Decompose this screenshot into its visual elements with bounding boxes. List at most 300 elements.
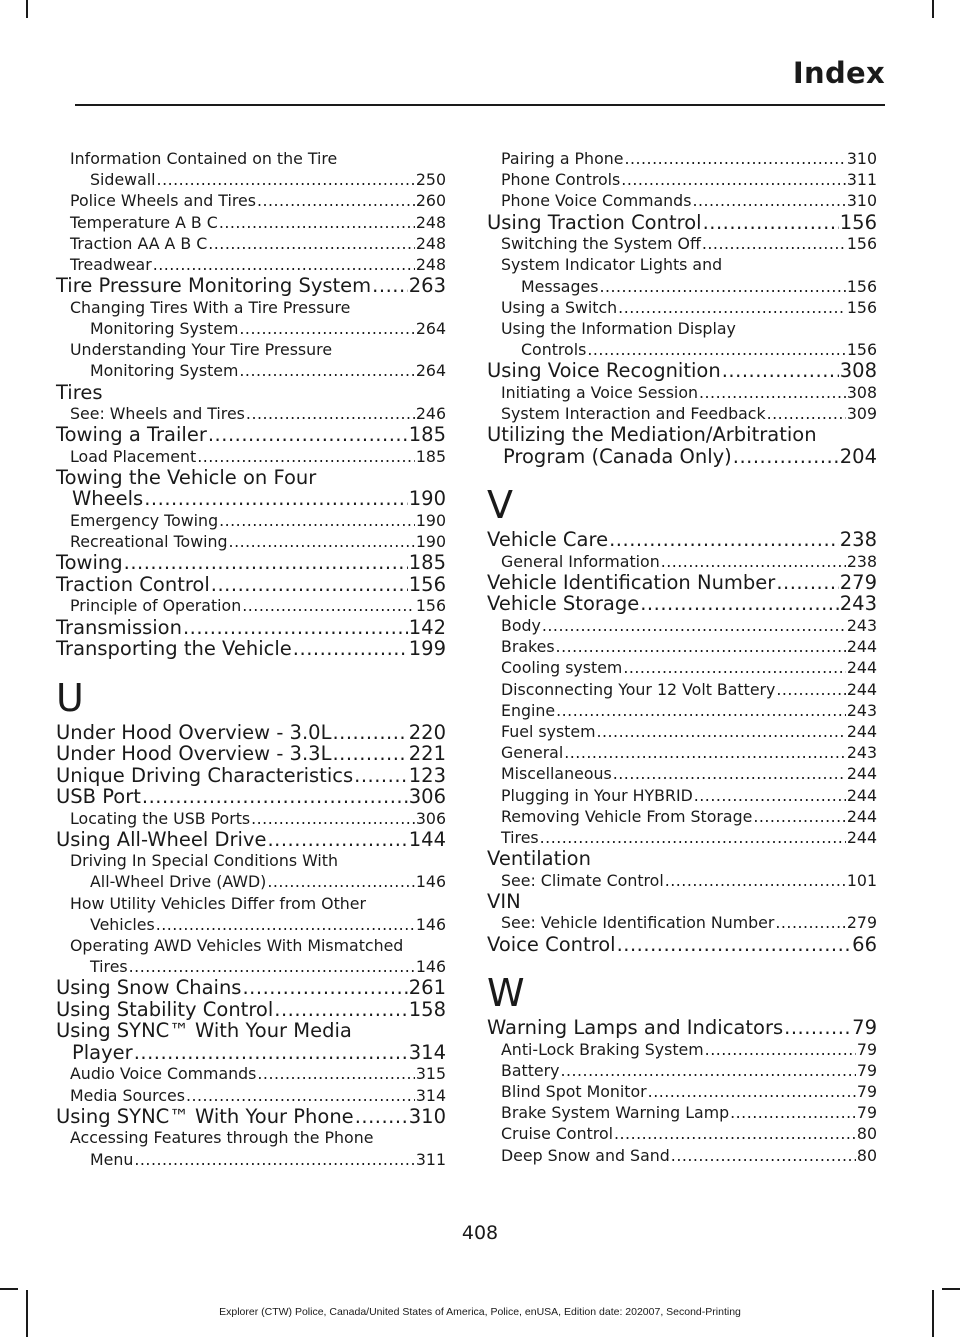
index-entry: [56, 638, 446, 660]
index-subentry: [487, 254, 877, 296]
dot-leader: [784, 1017, 851, 1039]
dot-leader: [208, 233, 415, 254]
index-entry: [487, 424, 877, 467]
entry-line: [501, 636, 877, 657]
entry-text: Information Contained on the Tire: [70, 149, 338, 168]
index-subentry: [56, 403, 446, 424]
entry-text: Treadwear: [70, 255, 152, 275]
entry-line: [56, 743, 446, 765]
page-ref: 146: [415, 872, 446, 892]
entry-text: Unique Driving Characteristics: [56, 763, 354, 787]
index-subentry: [487, 1060, 877, 1081]
index-entry: [56, 999, 446, 1021]
index-subentry: [487, 551, 877, 572]
dot-leader: [702, 233, 846, 254]
dot-leader: [661, 551, 846, 572]
page-ref: 244: [846, 806, 877, 826]
page-ref: 244: [846, 637, 877, 657]
entry-line: [501, 148, 877, 169]
entry-text: Under Hood Overview - 3.3L: [56, 742, 332, 766]
entry-text: Plugging in Your HYBRID: [501, 785, 693, 805]
entry-text: Switching the System Off: [501, 234, 701, 254]
entry-text: Using Stability Control: [56, 997, 274, 1021]
entry-line: [70, 318, 446, 339]
page-ref: 79: [856, 1039, 877, 1059]
index-subentry: [487, 700, 877, 721]
dot-leader: [239, 318, 414, 339]
index-subentry: [56, 893, 446, 935]
index-subentry: [487, 721, 877, 742]
entry-text: Pairing a Phone: [501, 149, 624, 168]
index-entry: [56, 275, 446, 297]
dot-leader: [613, 763, 846, 784]
index-subentry: [56, 850, 446, 892]
page-ref: 246: [415, 404, 446, 424]
dot-leader: [354, 765, 408, 787]
page-ref: 309: [846, 404, 877, 424]
entry-line: [501, 1123, 877, 1144]
footer-text: Explorer (CTW) Police, Canada/United States of America, Police, enUSA, Edition date: 202007, Second-Printing: [219, 1306, 741, 1318]
page-ref: 264: [415, 318, 446, 338]
entry-text: Utilizing the Mediation/Arbitration: [487, 423, 817, 447]
dot-leader: [242, 977, 407, 999]
dot-leader: [540, 827, 846, 848]
page-ref: 248: [415, 255, 446, 275]
index-entry: [56, 467, 446, 510]
index-subentry: [487, 1039, 877, 1060]
entry-text: Vehicle Care: [487, 528, 609, 552]
entry-line: [56, 424, 446, 446]
dot-leader: [156, 914, 415, 935]
dot-leader: [251, 808, 415, 829]
page-ref: 250: [415, 170, 446, 190]
index-subentry: [487, 742, 877, 763]
entry-line: [501, 1102, 877, 1123]
index-subentry: [487, 190, 877, 211]
dot-leader: [665, 870, 846, 891]
dot-leader: [703, 212, 839, 234]
index-entry: [56, 1106, 446, 1128]
entry-text: Initiating a Voice Session: [501, 382, 698, 402]
dot-leader: [183, 617, 408, 639]
entry-line: [56, 829, 446, 851]
page-title: Index: [792, 56, 885, 90]
entry-line: [501, 1081, 877, 1102]
page-ref: 190: [415, 532, 446, 552]
page-ref: 244: [846, 785, 877, 805]
page-ref: 199: [408, 637, 446, 661]
entry-text: Towing a Trailer: [56, 423, 207, 447]
dot-leader: [564, 742, 846, 763]
page-ref: 220: [408, 720, 446, 744]
entry-text: Removing Vehicle From Storage: [501, 806, 753, 826]
dot-leader: [621, 169, 846, 190]
page-ref: 146: [415, 957, 446, 977]
entry-text: See: Wheels and Tires: [70, 404, 245, 424]
index-entry: [56, 552, 446, 574]
dot-leader: [556, 700, 846, 721]
dot-leader: [142, 786, 408, 808]
entry-text: Phone Voice Commands: [501, 191, 692, 211]
page-ref: 244: [846, 764, 877, 784]
dot-leader: [134, 1149, 414, 1170]
index-entry: [487, 572, 877, 594]
entry-line: [70, 360, 446, 381]
entry-line: [487, 572, 877, 594]
entry-line: [487, 446, 877, 468]
entry-text: See: Vehicle Identification Number: [501, 913, 775, 933]
page-ref: 185: [408, 551, 446, 575]
dot-leader: [694, 785, 846, 806]
dot-leader: [609, 529, 839, 551]
entry-line: [56, 1106, 446, 1128]
entry-line: [56, 275, 446, 297]
page-ref: 123: [408, 763, 446, 787]
index-subentry: [56, 595, 446, 616]
dot-leader: [197, 446, 415, 467]
page-ref: 185: [408, 423, 446, 447]
entry-line: [56, 488, 446, 510]
entry-line: [70, 190, 446, 211]
dot-leader: [144, 488, 408, 510]
dot-leader: [124, 552, 408, 574]
entry-line: [487, 1017, 877, 1039]
dot-leader: [257, 190, 415, 211]
entry-line: [501, 551, 877, 572]
page-ref: 243: [839, 592, 877, 616]
page-ref: 244: [846, 658, 877, 678]
dot-leader: [219, 510, 415, 531]
index-entry: [487, 934, 877, 956]
entry-line: [501, 763, 877, 784]
dot-leader: [767, 403, 846, 424]
entry-text: Traction Control: [56, 572, 210, 596]
index-entry: [487, 593, 877, 615]
dot-leader: [623, 657, 846, 678]
entry-line: [501, 657, 877, 678]
index-entry: [56, 977, 446, 999]
page-ref: 244: [846, 721, 877, 741]
entry-line: [487, 212, 877, 234]
crop-mark-bottom-left-h: [0, 1288, 18, 1290]
entry-line: [70, 956, 446, 977]
entry-line: [70, 531, 446, 552]
entry-line: [487, 529, 877, 551]
index-subentry: [487, 1145, 877, 1166]
entry-text: Vehicle Storage: [487, 592, 640, 616]
entry-text: Vehicles: [90, 914, 155, 934]
page-ref: 311: [415, 1149, 446, 1169]
entry-line: [501, 339, 877, 360]
entry-text: Accessing Features through the Phone: [70, 1128, 374, 1148]
entry-text: Police Wheels and Tires: [70, 191, 256, 211]
dot-leader: [208, 424, 408, 446]
crop-mark-bottom-right-h: [942, 1288, 960, 1290]
index-subentry: [487, 785, 877, 806]
index-subentry: [56, 1127, 446, 1169]
entry-text: Tire Pressure Monitoring System: [56, 274, 372, 298]
dot-leader: [355, 1106, 408, 1128]
page-ref: 279: [846, 913, 877, 933]
entry-text: Using SYNC™ With Your Phone: [56, 1104, 354, 1128]
page-ref: 156: [846, 234, 877, 254]
dot-leader: [153, 254, 415, 275]
page-ref: 79: [852, 1016, 877, 1040]
entry-line: [70, 808, 446, 829]
page-ref: 308: [839, 359, 877, 383]
page-ref: 248: [415, 233, 446, 253]
index-entry: [56, 617, 446, 639]
index-subentry: [56, 339, 446, 381]
entry-line: [70, 233, 446, 254]
entry-text: General: [501, 743, 564, 763]
entry-text: Transmission: [56, 615, 182, 639]
entry-text: Towing the Vehicle on Four: [56, 465, 317, 489]
entry-text: Wheels: [72, 487, 144, 511]
index-entry: [487, 360, 877, 382]
entry-line: [56, 999, 446, 1021]
index-subentry: [487, 763, 877, 784]
index-entry: [487, 529, 877, 551]
entry-line: [501, 912, 877, 933]
index-entry: [487, 1017, 877, 1039]
entry-line: [70, 1063, 446, 1084]
dot-leader: [730, 1102, 856, 1123]
index-entry: [56, 1020, 446, 1063]
page-ref: 101: [846, 870, 877, 890]
entry-text: Vehicle Identification Number: [487, 570, 776, 594]
entry-text: Using the Information Display: [501, 318, 736, 338]
entry-line: [56, 617, 446, 639]
page-ref: 306: [415, 808, 446, 828]
entry-line: [501, 870, 877, 891]
dot-leader: [267, 871, 415, 892]
page-ref: 261: [408, 976, 446, 1000]
entry-line: [56, 722, 446, 744]
page-ref: 185: [415, 446, 446, 466]
index-subentry: [487, 382, 877, 403]
dot-leader: [219, 212, 415, 233]
dot-leader: [332, 743, 407, 765]
entry-line: [487, 593, 877, 615]
dot-leader: [671, 1145, 856, 1166]
page-ref: 80: [856, 1124, 877, 1144]
entry-line: [70, 1149, 446, 1170]
page-ref: 79: [856, 1081, 877, 1101]
entry-text: Towing: [56, 551, 123, 575]
entry-text: Warning Lamps and Indicators: [487, 1016, 784, 1040]
dot-leader: [692, 190, 845, 211]
dot-leader: [648, 1081, 856, 1102]
dot-leader: [599, 276, 845, 297]
page-number: 408: [461, 1222, 499, 1244]
page-ref: 80: [856, 1145, 877, 1165]
dot-leader: [186, 1085, 415, 1106]
dot-leader: [776, 572, 838, 594]
index-entry: [56, 829, 446, 851]
dot-leader: [614, 1123, 856, 1144]
entry-line: [56, 786, 446, 808]
entry-line: [501, 403, 877, 424]
entry-text: Driving In Special Conditions With: [70, 851, 338, 871]
dot-leader: [157, 169, 415, 190]
entry-text: Anti-Lock Braking System: [501, 1039, 704, 1059]
entry-line: [70, 169, 446, 190]
entry-text: All-Wheel Drive (AWD): [90, 872, 267, 892]
entry-line: [501, 169, 877, 190]
index-subentry: [56, 935, 446, 977]
page-ref: 156: [839, 210, 877, 234]
entry-text: Using Voice Recognition: [487, 359, 721, 383]
index-subentry: [487, 827, 877, 848]
index-subentry: [56, 446, 446, 467]
index-subentry: [56, 297, 446, 339]
section-letter: W: [487, 971, 525, 1016]
entry-text: Monitoring System: [90, 361, 239, 381]
index-subentry: [56, 808, 446, 829]
page-ref: 158: [408, 997, 446, 1021]
entry-line: [487, 360, 877, 382]
entry-line: [501, 700, 877, 721]
dot-leader: [542, 615, 846, 636]
page-ref: 244: [846, 679, 877, 699]
dot-leader: [560, 1060, 855, 1081]
page-ref: 190: [415, 510, 446, 530]
index-subentry: [56, 1063, 446, 1084]
entry-text: Blind Spot Monitor: [501, 1081, 647, 1101]
page-ref: 238: [846, 551, 877, 571]
entry-text: Principle of Operation: [70, 596, 242, 616]
entry-text: Using SYNC™ With Your Media: [56, 1019, 352, 1043]
entry-line: [487, 934, 877, 956]
index-entry: [487, 212, 877, 234]
dot-leader: [293, 638, 408, 660]
entry-text: Tires: [90, 957, 128, 977]
dot-leader: [587, 339, 846, 360]
page-ref: 310: [846, 191, 877, 211]
page-ref: 156: [846, 276, 877, 296]
crop-mark-top-right: [932, 0, 934, 18]
entry-line: [501, 190, 877, 211]
entry-line: [501, 233, 877, 254]
entry-line: [70, 595, 446, 616]
page-ref: 264: [415, 361, 446, 381]
dot-leader: [134, 1042, 408, 1064]
index-subentry: [56, 254, 446, 275]
entry-text: Engine: [501, 700, 556, 720]
index-subentry: [487, 615, 877, 636]
entry-line: [501, 785, 877, 806]
index-subentry: [487, 318, 877, 360]
page-ref: 221: [408, 742, 446, 766]
entry-text: Miscellaneous: [501, 764, 612, 784]
entry-line: [70, 871, 446, 892]
crop-mark-top-left: [26, 0, 28, 18]
entry-text: Controls: [521, 340, 587, 360]
dot-leader: [640, 593, 839, 615]
index-subentry: [487, 1102, 877, 1123]
page-ref: 244: [846, 827, 877, 847]
page-ref: 243: [846, 743, 877, 763]
index-entry: [56, 722, 446, 744]
index-subentry: [487, 233, 877, 254]
dot-leader: [776, 679, 845, 700]
entry-text: Changing Tires With a Tire Pressure: [70, 297, 351, 317]
index-column-left: [56, 148, 446, 1170]
entry-text: Body: [501, 615, 541, 635]
entry-line: [501, 721, 877, 742]
index-subentry: [487, 912, 877, 933]
entry-text: Player: [72, 1040, 133, 1064]
dot-leader: [267, 829, 407, 851]
entry-text: Emergency Towing: [70, 510, 219, 530]
index-subentry: [487, 679, 877, 700]
page-ref: 314: [408, 1040, 446, 1064]
header-rule: [75, 104, 885, 106]
entry-line: [70, 403, 446, 424]
index-subentry: [487, 169, 877, 190]
entry-text: Ventilation: [487, 847, 591, 871]
entry-text: Brake System Warning Lamp: [501, 1103, 730, 1123]
page-ref: 260: [415, 191, 446, 211]
page-ref: 142: [408, 615, 446, 639]
dot-leader: [211, 574, 408, 596]
dot-leader: [372, 275, 408, 297]
entry-text: Battery: [501, 1060, 560, 1080]
entry-text: Audio Voice Commands: [70, 1064, 257, 1084]
entry-line: [501, 1060, 877, 1081]
entry-text: Using All-Wheel Drive: [56, 827, 267, 851]
entry-text: How Utility Vehicles Differ from Other: [70, 893, 367, 913]
page-ref: 308: [846, 382, 877, 402]
entry-text: Voice Control: [487, 932, 616, 956]
entry-text: Tires: [56, 380, 103, 404]
entry-text: Traction AA A B C: [70, 233, 208, 253]
entry-line: [56, 765, 446, 787]
page-ref: 66: [852, 932, 877, 956]
entry-line: [70, 510, 446, 531]
page-ref: 315: [415, 1064, 446, 1084]
page-ref: 190: [408, 487, 446, 511]
entry-line: [501, 1145, 877, 1166]
entry-text: VIN: [487, 889, 521, 913]
page-ref: 243: [846, 700, 877, 720]
dot-leader: [332, 722, 407, 744]
dot-leader: [618, 297, 846, 318]
index-subentry: [487, 1081, 877, 1102]
entry-text: Phone Controls: [501, 170, 621, 190]
page-ref: 306: [408, 785, 446, 809]
entry-line: [56, 638, 446, 660]
entry-text: Using Snow Chains: [56, 976, 242, 1000]
dot-leader: [699, 382, 846, 403]
index-subentry: [487, 403, 877, 424]
entry-text: System Indicator Lights and: [501, 255, 723, 275]
entry-text: Brakes: [501, 637, 555, 657]
entry-text: See: Climate Control: [501, 870, 664, 890]
index-subentry: [487, 148, 877, 169]
entry-line: [70, 446, 446, 467]
entry-line: [70, 212, 446, 233]
page-ref: 146: [415, 914, 446, 934]
entry-text: Transporting the Vehicle: [56, 637, 292, 661]
dot-leader: [705, 1039, 856, 1060]
entry-line: [501, 276, 877, 297]
entry-text: Tires: [501, 827, 539, 847]
entry-line: [56, 574, 446, 596]
entry-text: Cooling system: [501, 658, 623, 678]
index-entry: [56, 786, 446, 808]
